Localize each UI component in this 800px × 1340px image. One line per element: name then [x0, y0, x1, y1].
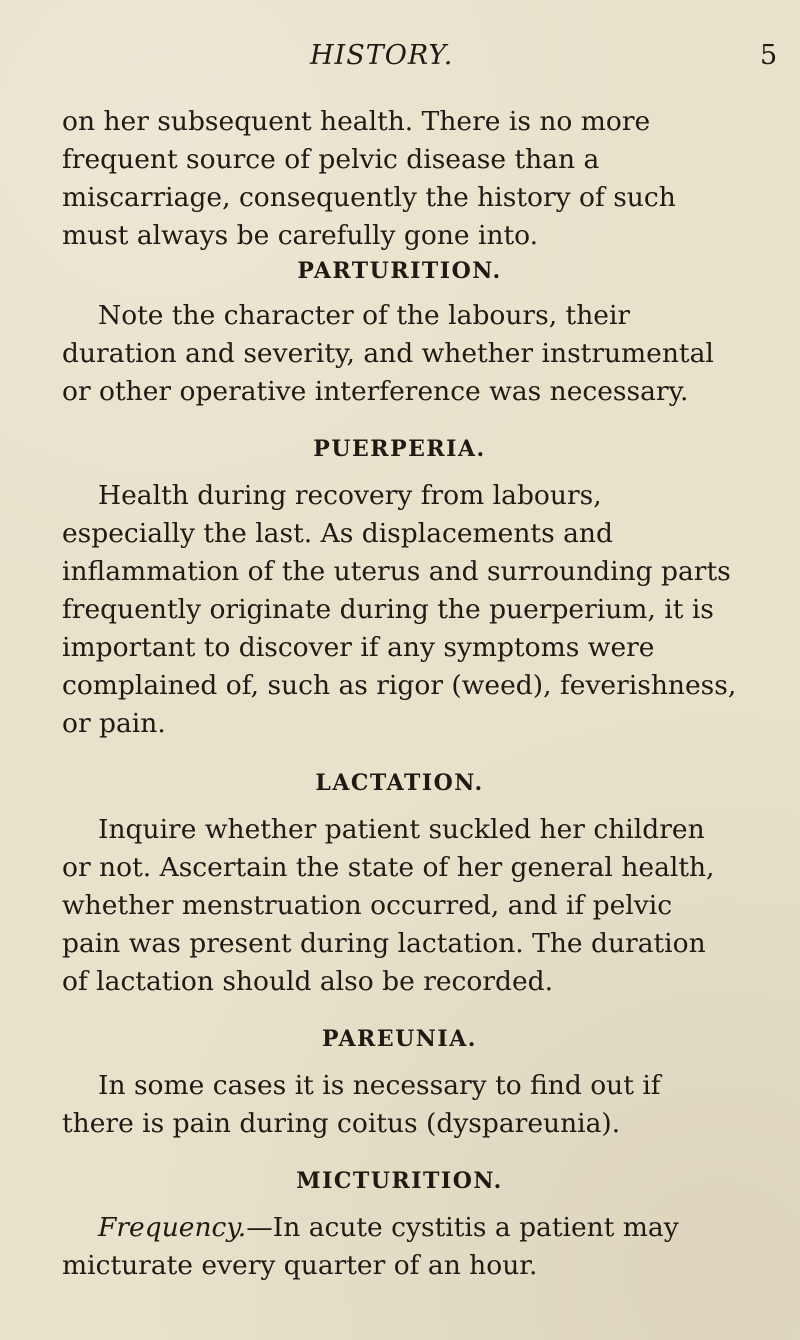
heading-parturition: PARTURITION.: [297, 258, 502, 284]
micturition-text: —In acute cystitis a patient may micturate every quarter of an hour.: [62, 1212, 679, 1281]
heading-pareunia: PAREUNIA.: [322, 1026, 477, 1052]
lactation-paragraph: Inquire whether patient suckled her children or not. Ascertain the state of her general health, whether menstruation occurred, and if pelvic pain was present during lactation. The duration of lactation should also be recorded.: [62, 814, 715, 997]
heading-micturition: MICTURITION.: [296, 1168, 503, 1194]
heading-lactation: LACTATION.: [315, 770, 484, 796]
page-number: 5: [760, 40, 778, 71]
running-title: HISTORY.: [310, 40, 454, 71]
opening-paragraph: on her subsequent health. There is no more frequent source of pelvic disease than a miscarriage, consequently the history of such must always be carefully gone into.: [62, 106, 676, 251]
pareunia-paragraph: In some cases it is necessary to find out if there is pain during coitus (dyspareunia).: [62, 1070, 661, 1139]
running-header: [0, 40, 800, 80]
micturition-paragraph: [62, 1209, 737, 1285]
heading-puerperia: PUERPERIA.: [313, 436, 486, 462]
puerperia-paragraph: Health during recovery from labours, especially the last. As displacements and inflammation of the uterus and surrounding parts frequently originate during the puerperium, it is important to discover if any symptoms were complained of, such as rigor (weed), feverishness, or pain.: [62, 480, 737, 739]
frequency-label: Frequency.: [98, 1212, 247, 1243]
page-content: [62, 103, 737, 1285]
parturition-paragraph: Note the character of the labours, their duration and severity, and whether instrumental or other operative interference was necessary.: [62, 300, 714, 407]
